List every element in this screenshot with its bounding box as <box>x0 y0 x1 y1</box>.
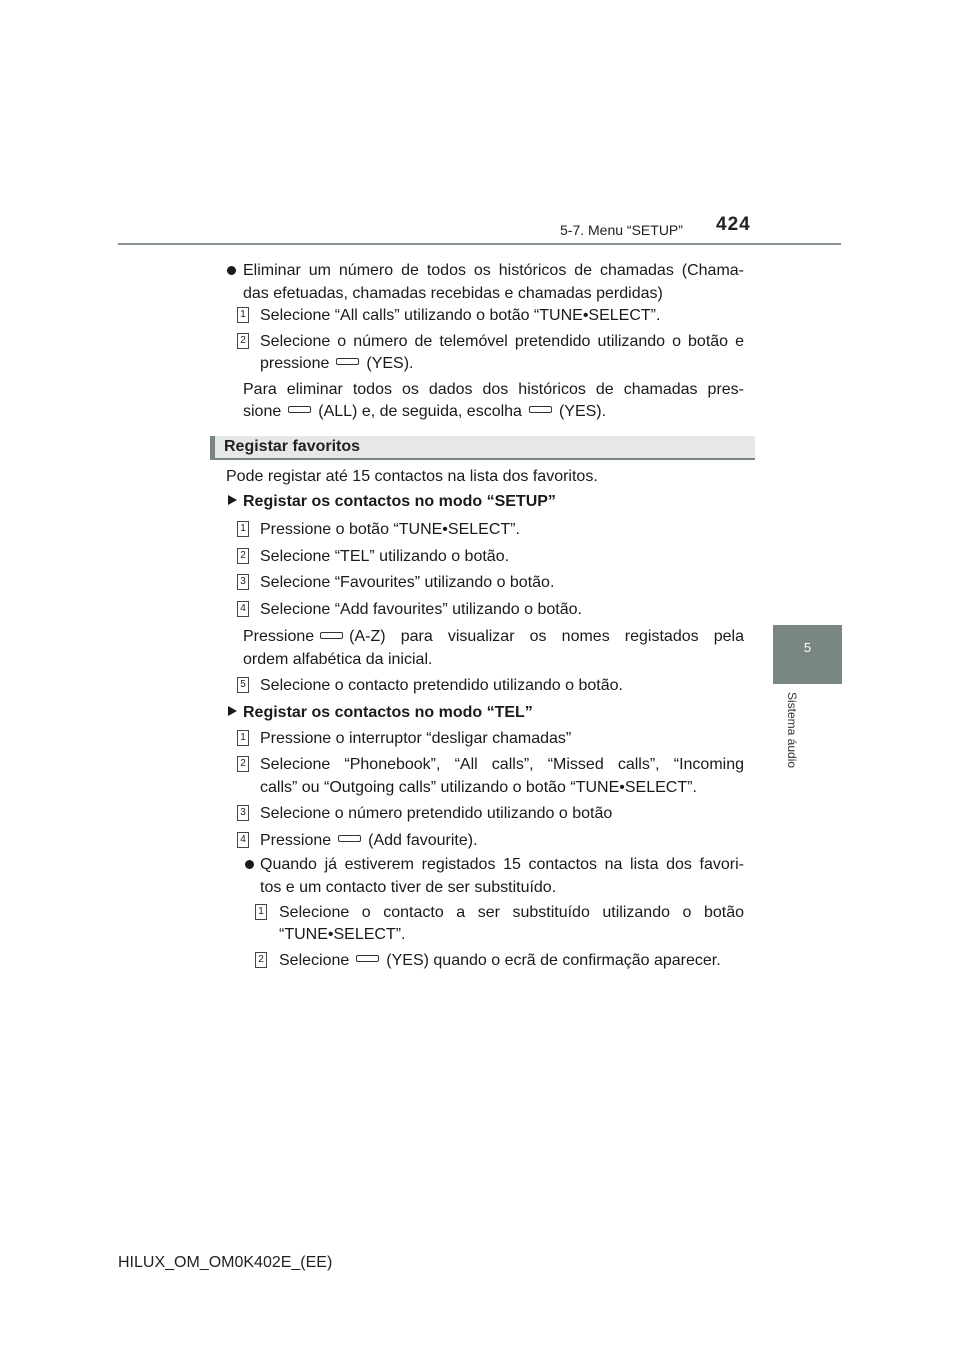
subheading: Registar os contactos no modo “SETUP” <box>243 493 556 510</box>
chapter-label: Sistema áudio <box>785 692 799 769</box>
step-number: 3 <box>237 574 249 590</box>
step-text: Selecione “Add favourites” utilizando o botão. <box>260 601 582 618</box>
step-text: Selecione o contacto a ser substituído utilizando o botão <box>279 904 744 921</box>
intro-text: Pode registar até 15 contactos na lista dos favoritos. <box>226 468 598 485</box>
step-number: 2 <box>237 333 249 349</box>
step-text: Pressione o botão “TUNE•SELECT”. <box>260 521 520 538</box>
section-title: Registar favoritos <box>224 438 361 455</box>
bullet-icon <box>245 860 254 869</box>
running-header-section: 5-7. Menu “SETUP” <box>560 222 683 238</box>
screen-button-icon <box>320 632 343 639</box>
step-number: 1 <box>237 307 249 323</box>
step-number: 1 <box>237 521 249 537</box>
document-code-footer: HILUX_OM_OM0K402E_(EE) <box>118 1254 333 1271</box>
step-text: Selecione o número de telemóvel pretendido utilizando o botão e <box>260 333 744 350</box>
triangle-bullet-icon <box>228 495 237 505</box>
step-text: Selecione o número pretendido utilizando o botão <box>260 805 613 822</box>
header-rule <box>118 243 841 245</box>
step-text: Selecione “Phonebook”, “All calls”, “Missed calls”, “Incoming <box>260 756 744 773</box>
step-text-cont: “TUNE•SELECT”. <box>279 926 406 943</box>
screen-button-icon <box>336 358 359 365</box>
screen-button-icon <box>288 406 311 413</box>
step-number: 1 <box>255 904 267 920</box>
note-text-cont: ordem alfabética da inicial. <box>243 651 433 668</box>
note-text-cont: sione (ALL) e, de seguida, escolha (YES). <box>243 403 607 420</box>
triangle-bullet-icon <box>228 706 237 716</box>
bullet-text: Eliminar um número de todos os históricos de chamadas (Chama- <box>243 262 744 279</box>
step-text: Selecione o contacto pretendido utilizando o botão. <box>260 677 623 694</box>
step-number: 1 <box>237 730 249 746</box>
step-number: 4 <box>237 601 249 617</box>
note-text: Para eliminar todos os dados dos históricos de chamadas pres- <box>243 381 744 398</box>
screen-button-icon <box>356 955 379 962</box>
step-text-cont: calls” ou “Outgoing calls” utilizando o botão “TUNE•SELECT”. <box>260 779 697 796</box>
bullet-text-cont: das efetuadas, chamadas recebidas e chamadas perdidas) <box>243 285 663 302</box>
step-text: Selecione (YES) quando o ecrã de confirmação aparecer. <box>279 952 721 969</box>
step-number: 2 <box>255 952 267 968</box>
chapter-number: 5 <box>803 640 812 655</box>
step-text: Selecione “Favourites” utilizando o botão. <box>260 574 555 591</box>
step-text: Pressione (Add favourite). <box>260 832 478 849</box>
screen-button-icon <box>529 406 552 413</box>
bullet-text-cont: tos e um contacto tiver de ser substituído. <box>260 879 557 896</box>
bullet-icon <box>227 266 236 275</box>
bullet-text: Quando já estiverem registados 15 contactos na lista dos favori- <box>260 856 744 873</box>
step-number: 2 <box>237 756 249 772</box>
step-text-cont: pressione (YES). <box>260 355 414 372</box>
step-text: Selecione “TEL” utilizando o botão. <box>260 548 510 565</box>
step-number: 5 <box>237 677 249 693</box>
note-text: Pressione (A-Z) para visualizar os nomes registados pela <box>243 628 744 645</box>
step-text: Pressione o interruptor “desligar chamadas” <box>260 730 572 747</box>
step-number: 2 <box>237 548 249 564</box>
screen-button-icon <box>338 835 361 842</box>
page-number: 424 <box>716 214 751 235</box>
step-text: Selecione “All calls” utilizando o botão “TUNE•SELECT”. <box>260 307 661 324</box>
step-number: 4 <box>237 832 249 848</box>
step-number: 3 <box>237 805 249 821</box>
subheading: Registar os contactos no modo “TEL” <box>243 704 533 721</box>
